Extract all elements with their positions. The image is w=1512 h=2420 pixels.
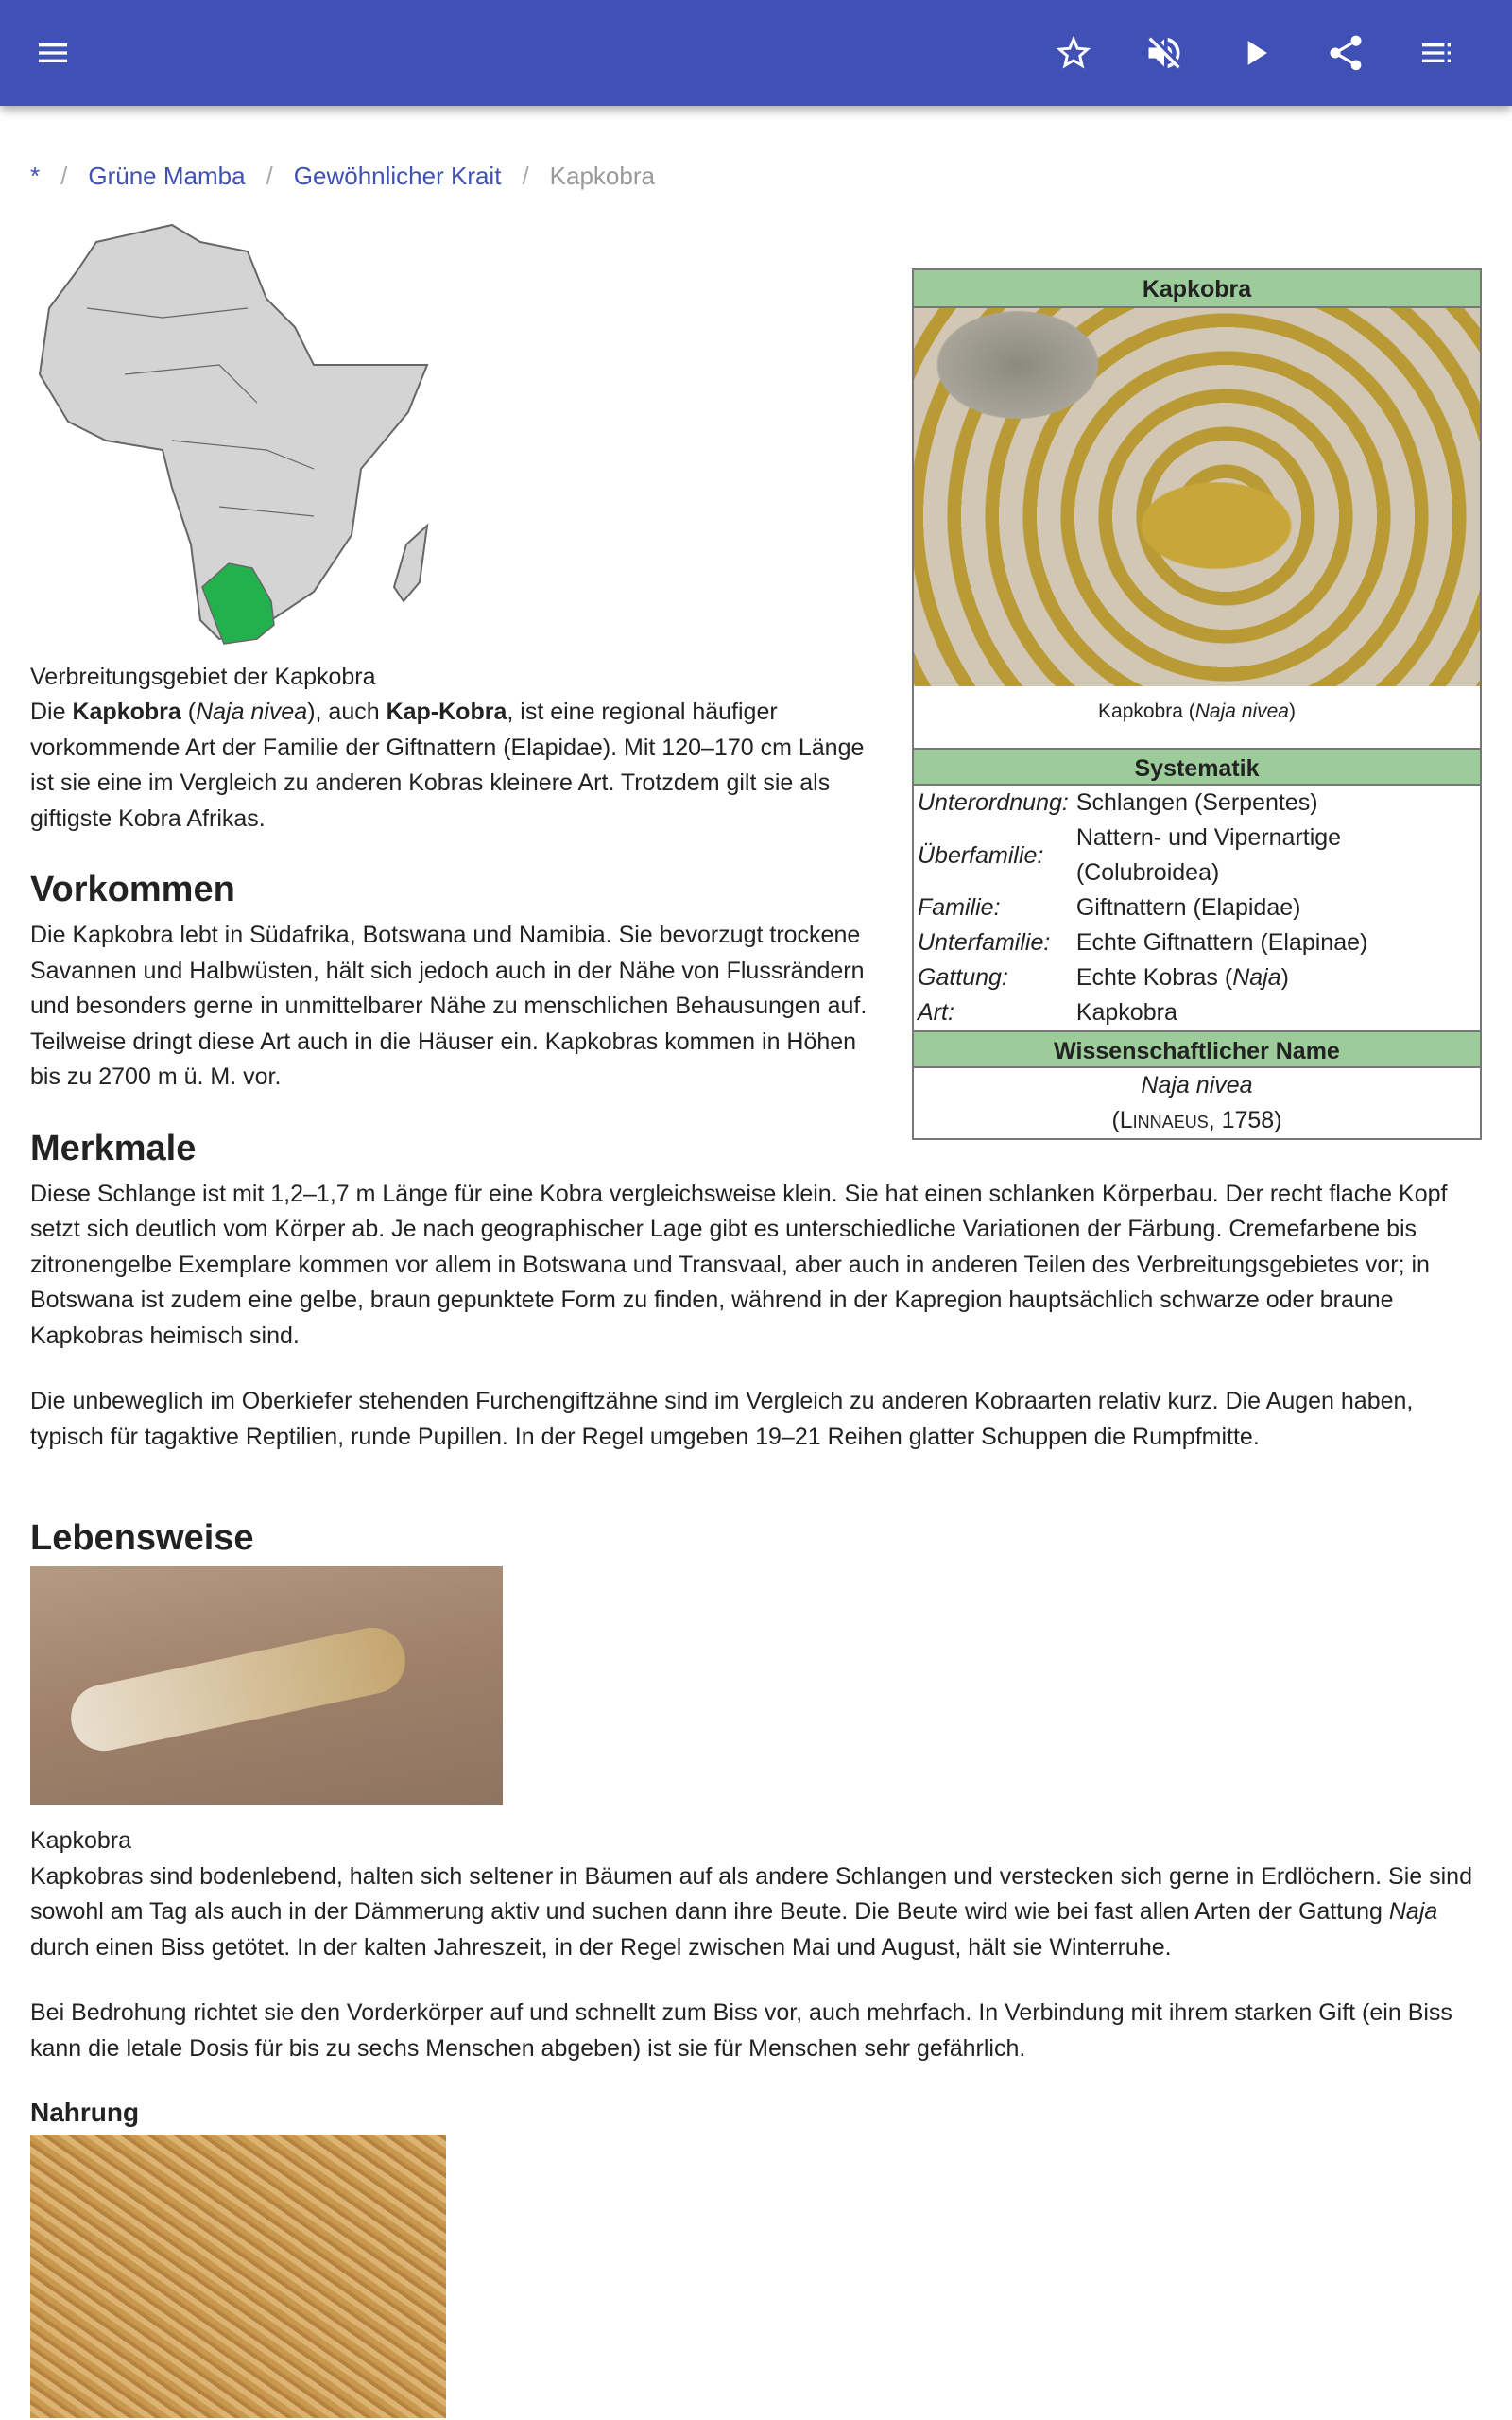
paragraph: Die Kapkobra lebt in Südafrika, Botswana und Namibia. Sie bevorzugt trockene Savannen und Halbwüsten, hält sich jedoch auch in der Nähe von Flussrändern und besonders gerne in unmittelbarer Nähe zu menschlichen Behausungen auf. Teilweise dringt diese Art auch in die Häuser ein. Kapkobras kommen in Höhen bis zu 2700 m ü. M. vor. bbox=[30, 922, 868, 1090]
menu-icon[interactable] bbox=[30, 30, 76, 76]
map-caption: Verbreitungsgebiet der Kapkobra bbox=[30, 663, 376, 690]
taxon-link[interactable]: Echte Giftnattern (Elapinae) bbox=[1075, 929, 1368, 956]
taxon-value: Kapkobra bbox=[1075, 999, 1177, 1026]
paragraph: Diese Schlange ist mit 1,2–1,7 m Länge für eine Kobra vergleichsweise klein. Sie hat einen schlanken Körperbau. Der recht flache Kopf setzt sich deutlich vom Körper ab. Je nach geographischer Lage gibt es unterschiedliche Variationen der Färbung. Cremefarbene bis zitronengelbe Exemplare kommen vor allem in Botswana und Transvaal, aber auch in anderen Teilen des Verbreitungsgebietes vor; in Botswana ist zudem eine gelbe, braun gepunktete Form zu finden, während in der Kapregion hauptsächlich schwarze oder braune Kapkobras heimisch sind. bbox=[30, 1180, 1448, 1349]
breadcrumb-separator: / bbox=[522, 162, 529, 190]
app-bar bbox=[0, 0, 1512, 106]
star-icon[interactable] bbox=[1051, 30, 1096, 76]
heading-merkmale: Merkmale bbox=[30, 1128, 197, 1168]
taxobox bbox=[912, 268, 1482, 1140]
nahrung-photo[interactable] bbox=[30, 2135, 446, 2418]
breadcrumb-gruene-mamba[interactable]: Grüne Mamba bbox=[88, 162, 246, 190]
breadcrumb-home[interactable]: * bbox=[30, 162, 41, 190]
breadcrumb-current: Kapkobra bbox=[549, 162, 655, 190]
volume-off-icon[interactable] bbox=[1142, 30, 1187, 76]
taxon-row: Gattung: Echte Kobras (Naja) bbox=[914, 960, 1480, 995]
breadcrumb-separator: / bbox=[266, 162, 273, 190]
author: (Linnaeus, 1758) bbox=[1111, 1107, 1282, 1133]
taxon-row: Art: Kapkobra bbox=[914, 995, 1480, 1030]
share-icon[interactable] bbox=[1323, 30, 1368, 76]
scientific-name-header: Wissenschaftlicher Name bbox=[914, 1030, 1480, 1068]
scientific-name: Naja nivea bbox=[1141, 1072, 1253, 1098]
taxon-link[interactable]: Giftnattern (Elapidae) bbox=[1075, 894, 1301, 921]
photo-caption: Kapkobra (Naja nivea) bbox=[1098, 700, 1296, 722]
taxobox-title: Kapkobra bbox=[914, 270, 1480, 308]
breadcrumb bbox=[30, 159, 1482, 216]
taxon-row: Unterfamilie: Echte Giftnattern (Elapinae) bbox=[914, 925, 1480, 960]
taxon-link[interactable]: Schlangen (Serpentes) bbox=[1075, 789, 1318, 816]
systematik-table bbox=[914, 786, 1480, 1030]
taxon-link[interactable]: Nattern- und Vipernartige (Colubroidea) bbox=[1075, 824, 1342, 886]
heading-nahrung: Nahrung bbox=[30, 2098, 140, 2127]
heading-lebensweise: Lebensweise bbox=[30, 1518, 254, 1558]
taxon-link[interactable]: Echte Kobras (Naja) bbox=[1075, 964, 1289, 991]
paragraph: Die unbeweglich im Oberkiefer stehenden Furchengiftzähne sind im Vergleich zu anderen Kobraarten relativ kurz. Die Augen haben, typisch für tagaktive Reptilien, runde Pupillen. In der Regel umgeben 19–21 Reihen glatter Schuppen die Rumpfmitte. bbox=[30, 1388, 1414, 1450]
paragraph: Kapkobras sind bodenlebend, halten sich seltener in Bäumen auf als andere Schlangen und verstecken sich gerne in Erdlöchern. Sie sind sowohl am Tag als auch in der Dämmerung aktiv und suchen dann ihre Beute. Die Beute wird wie bei fast allen Arten der Gattung Naja durch einen Biss getötet. In der kalten Jahreszeit, in der Regel zwischen Mai und August, hält sie Winterruhe. bbox=[30, 1862, 1472, 1961]
intro-paragraph: Die Kapkobra (Naja nivea), auch Kap-Kobra, ist eine regional häufiger vorkommende Art der Familie der Giftnattern (Elapidae). Mit 120–170 cm Länge ist sie eine im Vergleich zu anderen Kobras kleinere Art. Trotzdem gilt sie als giftigste Kobra Afrikas. bbox=[30, 699, 865, 832]
play-icon[interactable] bbox=[1232, 30, 1278, 76]
lebensweise-photo[interactable] bbox=[30, 1566, 503, 1805]
taxon-row: Familie: Giftnattern (Elapidae) bbox=[914, 890, 1480, 925]
breadcrumb-gewoehnlicher-krait[interactable]: Gewöhnlicher Krait bbox=[293, 162, 502, 190]
photo-caption: Kapkobra bbox=[30, 1827, 132, 1854]
kapkobra-photo[interactable] bbox=[914, 308, 1480, 686]
breadcrumb-separator: / bbox=[60, 162, 68, 190]
paragraph: Bei Bedrohung richtet sie den Vorderkörper auf und schnellt zum Biss vor, auch mehrfach. In Verbindung mit ihrem starken Gift (ein Biss kann die letale Dosis für bis zu sechs Menschen abgeben) ist sie für Menschen sehr gefährlich. bbox=[30, 1999, 1452, 2062]
taxon-row: Unterordnung: Schlangen (Serpentes) bbox=[914, 786, 1480, 821]
article bbox=[30, 159, 1482, 2418]
taxon-row: Überfamilie: Nattern- und Vipernartige (Colubroidea) bbox=[914, 821, 1480, 890]
heading-vorkommen: Vorkommen bbox=[30, 870, 235, 909]
distribution-map[interactable] bbox=[30, 223, 474, 648]
systematik-header: Systematik bbox=[914, 748, 1480, 786]
list-icon[interactable] bbox=[1414, 30, 1459, 76]
